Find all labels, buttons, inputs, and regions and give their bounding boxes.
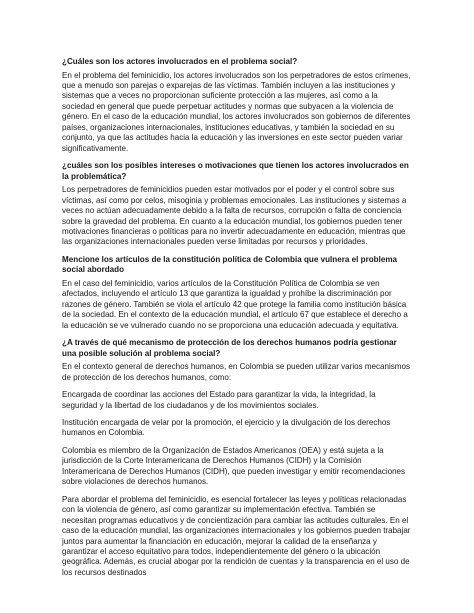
paragraph: En el problema del feminicidio, los actores involucrados son los perpetradores de estos crímenes, que a menudo son parejas o exparejas de las víctimas. También incluyen a las instituciones y sistemas que a veces no proporcionan suficiente protección a las mujeres, así como a la sociedad en general que puede perpetuar actitudes y normas que subyacen a la violencia de género. En el caso de la educación mundial, los actores involucrados son gobiernos de diferentes países, organizaciones internacionales, instituciones educativas, y también la sociedad en su conjunto, ya que las actitudes hacia la educación y las inversiones en este sector pueden variar significativamente. (62, 70, 411, 153)
section-articulos (62, 255, 412, 331)
section-heading: ¿Cuáles son los actores involucrados en el problema social? (62, 57, 298, 66)
paragraph: Encargada de coordinar las acciones del Estado para garantizar la vida, la integridad, la seguridad y la libertad de los ciudadanos y de los movimientos sociales. (62, 390, 376, 410)
section-motivaciones (62, 161, 412, 248)
section-actores (62, 57, 412, 154)
section-heading: Mencione los artículos de la constitución política de Colombia que vulnera el problema social abordado (62, 254, 398, 275)
paragraph: Los perpetradores de feminicidios pueden estar motivados por el poder y el control sobre sus víctimas, así como por celos, misoginia y problemas emocionales. Las instituciones y sistemas a veces no actúan adecuadamente debido a la falta de recursos, corrupción o falta de conciencia sobre la gravedad del problema. En cuanto a la educación mundial, los gobiernos pueden tener motivaciones financieras o políticas para no invertir adecuadamente en educación, mientras que las organizaciones internacionales pueden verse limitadas por recursos y prioridades. (62, 185, 407, 247)
paragraph: Colombia es miembro de la Organización de Estados Americanos (OEA) y está sujeta a la jurisdicción de la Corte Interamericana de Derechos Humanos (CIDH) y la Comisión Interamericana de Derechos Humanos (CIDH), que pueden investigar y emitir recomendaciones sobre violaciones de derechos humanos. (62, 445, 406, 487)
section-mecanismos (62, 338, 412, 578)
section-heading: ¿A través de qué mecanismo de protección de los derechos humanos podría gestionar una posible solución al problema social? (62, 338, 397, 358)
paragraph: En el caso del feminicidio, varios artículos de la Constitución Política de Colombia se ven afectados, incluyendo el artículo 13 que garantiza la igualdad y prohíbe la discriminación por razones de género. También se viola el artículo 42 que protege la familia como institución básica de la sociedad. En el contexto de la educación mundial, el artículo 67 que establece el derecho a la educación se ve vulnerado cuando no se proporciona una educación adecuada y equitativa. (62, 278, 408, 330)
section-heading: ¿cuáles son los posibles intereses o motivaciones que tienen los actores involucrados en la problemática? (62, 161, 409, 181)
paragraph: En el contexto general de derechos humanos, en Colombia se pueden utilizar varios mecanismos de protección de los derechos humanos, como: (62, 362, 411, 382)
paragraph: Para abordar el problema del feminicidio, es esencial fortalecer las leyes y políticas relacionadas con la violencia de género, así como garantizar su implementación efectiva. También se necesitan programas educativos y de concientización para cambiar las actitudes culturales. En el caso de la educación mundial, las organizaciones internacionales y los gobiernos pueden trabajar juntos para aumentar la financiación en educación, mejorar la calidad de la enseñanza y garantizar el acceso equitativo para todos, independientemente del género o la ubicación geográfica. Además, es crucial abogar por la rendición de cuentas y la transparencia en el uso de los recursos destinados (62, 494, 411, 577)
paragraph: Institución encargada de velar por la promoción, el ejercicio y la divulgación de los derechos humanos en Colombia. (62, 418, 391, 438)
